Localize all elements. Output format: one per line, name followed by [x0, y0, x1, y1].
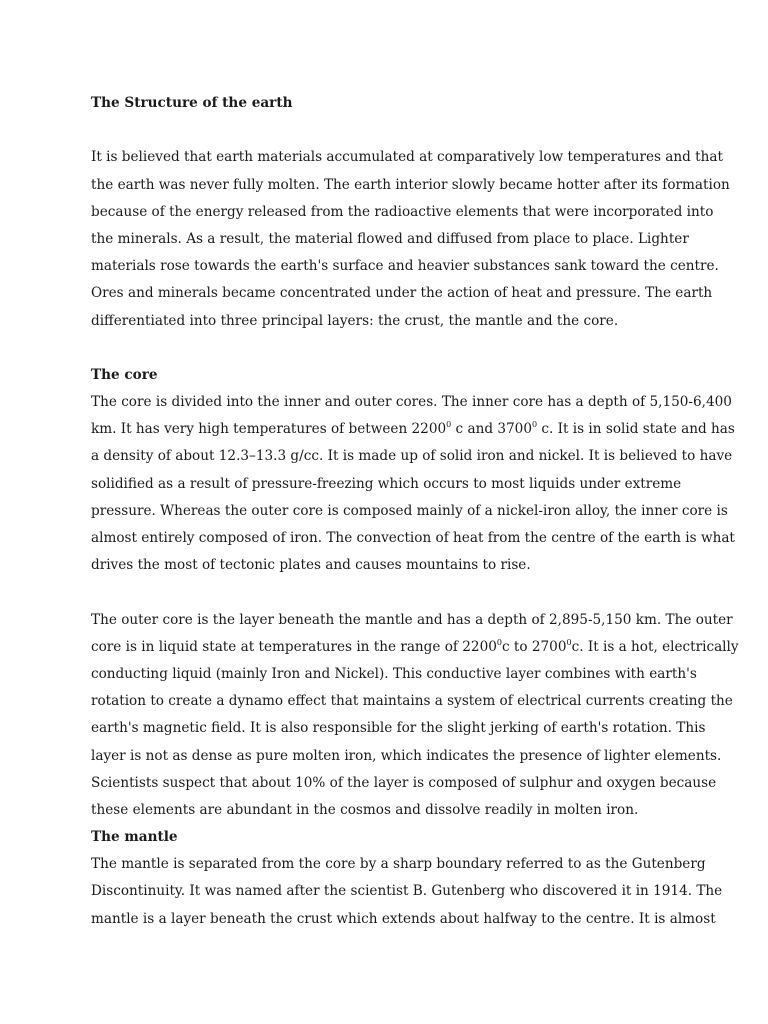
- text-line: materials rose towards the earth's surface and heavier substances sank toward the centre.: [91, 258, 719, 275]
- text-line: the minerals. As a result, the material flowed and diffused from place to place. Lighter: [91, 230, 689, 247]
- document-page: [91, 90, 739, 933]
- core-paragraph-inner: [91, 389, 735, 579]
- text-line: conducting liquid (mainly Iron and Nickel). This conductive layer combines with earth's: [91, 665, 697, 682]
- text-line: The mantle is separated from the core by a sharp boundary referred to as the Gutenberg: [91, 856, 706, 873]
- text-line: earth's magnetic field. It is also responsible for the slight jerking of earth's rotation. This: [91, 720, 706, 737]
- text-line: It is believed that earth materials accumulated at comparatively low temperatures and that: [91, 149, 723, 166]
- text-line: The core is divided into the inner and outer cores. The inner core has a depth of 5,150-6,400: [91, 394, 732, 411]
- text-line: The outer core is the layer beneath the mantle and has a depth of 2,895-5,150 km. The outer: [91, 611, 733, 628]
- text-line: almost entirely composed of iron. The convection of heat from the centre of the earth is what: [91, 530, 735, 546]
- text-fragment: km. It has very high temperatures of between 2200: [91, 421, 447, 438]
- document-title: The Structure of the earth: [91, 95, 293, 111]
- degree-superscript: 0: [446, 420, 452, 430]
- text-line: drives the most of tectonic plates and causes mountains to rise.: [91, 557, 531, 574]
- text-line: rotation to create a dynamo effect that maintains a system of electrical currents creating the: [91, 693, 733, 710]
- text-line: pressure. Whereas the outer core is composed mainly of a nickel-iron alloy, the inner core is: [91, 502, 728, 519]
- text-line: differentiated into three principal layers: the crust, the mantle and the core.: [91, 312, 619, 329]
- text-fragment: c and 3700: [451, 421, 532, 438]
- text-line: layer is not as dense as pure molten iron, which indicates the presence of lighter elements.: [91, 747, 722, 764]
- text-line: [91, 634, 739, 661]
- text-line: Ores and minerals became concentrated under the action of heat and pressure. The earth: [91, 285, 713, 302]
- section-heading-core: The core: [91, 366, 158, 383]
- text-fragment: c to 2700: [501, 638, 567, 655]
- degree-superscript: 0: [496, 637, 502, 647]
- text-fragment: core is in liquid state at temperatures in the range of 2200: [91, 638, 497, 655]
- text-line: the earth was never fully molten. The earth interior slowly became hotter after its formation: [91, 176, 730, 193]
- text-line: mantle is a layer beneath the crust which extends about halfway to the centre. It is almost: [91, 910, 716, 927]
- text-line: Scientists suspect that about 10% of the layer is composed of sulphur and oxygen because: [91, 774, 717, 791]
- text-fragment: c. It is in solid state and has: [537, 421, 735, 438]
- text-line: these elements are abundant in the cosmos and dissolve readily in molten iron.: [91, 801, 639, 818]
- degree-superscript: 0: [531, 420, 538, 430]
- mantle-paragraph: [91, 851, 723, 933]
- text-line: Discontinuity. It was named after the scientist B. Gutenberg who discovered it in 1914. The: [91, 883, 723, 900]
- text-fragment: c. It is a hot, electrically: [571, 638, 739, 655]
- section-heading-mantle: The mantle: [91, 829, 178, 846]
- intro-paragraph: [91, 144, 730, 334]
- spacer: [91, 117, 679, 144]
- text-line: solidified as a result of pressure-freezing which occurs to most liquids under extreme: [91, 475, 682, 492]
- text-line: [91, 416, 735, 443]
- text-line: a density of about 12.3–13.3 g/cc. It is made up of solid iron and nickel. It is believed to have: [91, 448, 733, 465]
- degree-superscript: 0: [566, 637, 572, 647]
- spacer: [91, 335, 679, 362]
- spacer: [91, 579, 679, 606]
- text-line: because of the energy released from the radioactive elements that were incorporated into: [91, 203, 714, 220]
- core-paragraph-outer: [91, 607, 739, 825]
